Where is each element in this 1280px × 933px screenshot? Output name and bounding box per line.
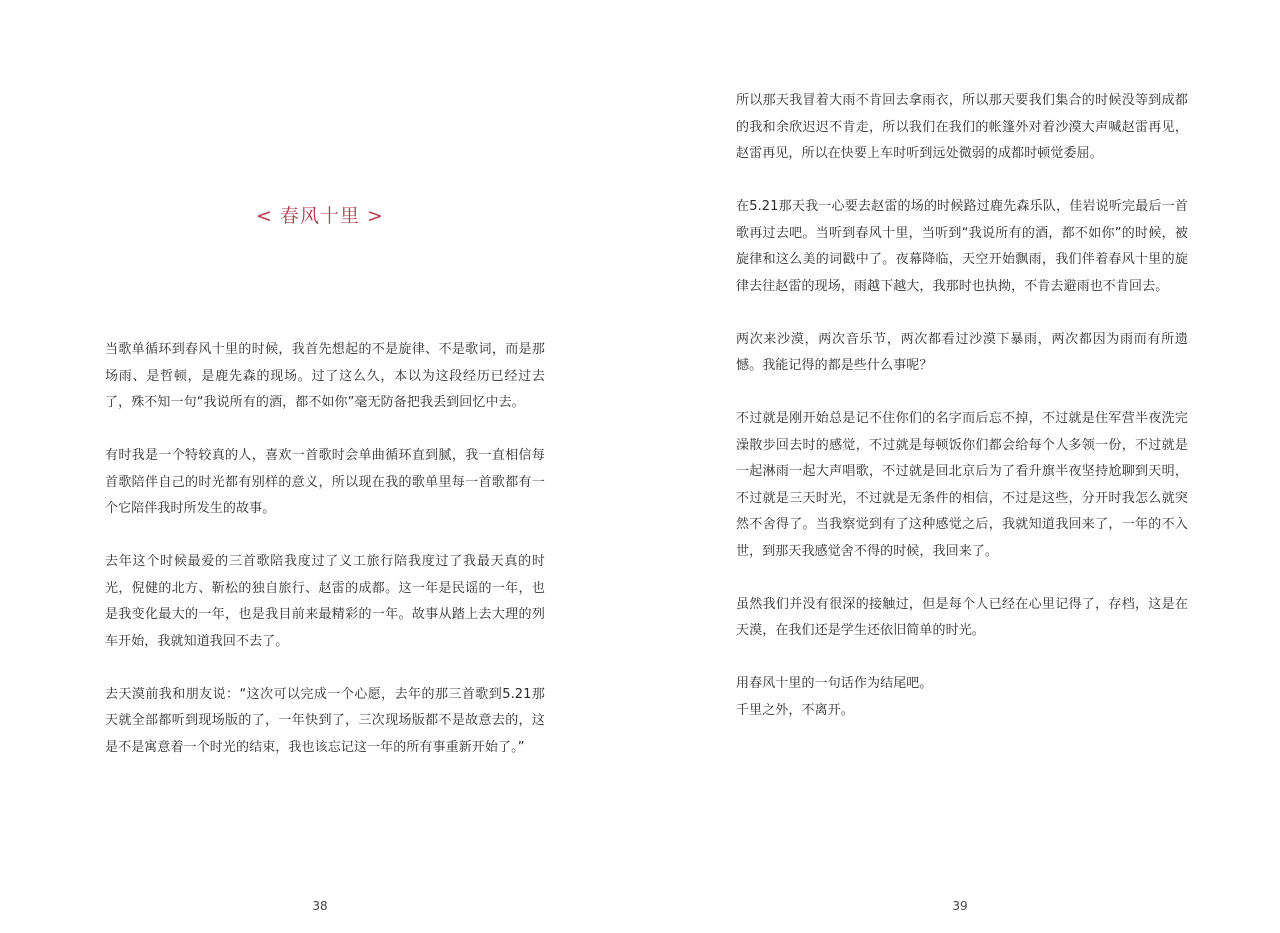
paragraph: 在5.21那天我一心要去赵雷的场的时候路过鹿先森乐队，佳岩说听完最后一首歌再过去吧。当听到春风十里，当听到“我说所有的酒，都不如你”的时候，被旋律和这么美的词戳中了。夜幕降临，天空开始飘雨，我们伴着春风十里的旋律去往赵雷的现场，雨越下越大，我那时也执拗，不肯去避雨也不肯回去。: [736, 199, 1188, 294]
right-page: [640, 0, 1280, 933]
chapter-title: < 春风十里 >: [256, 205, 384, 227]
paragraph: 不过就是刚开始总是记不住你们的名字而后忘不掉，不过就是住军营半夜洗完澡散步回去时的感觉，不过就是每顿饭你们都会给每个人多领一份，不过就是一起淋雨一起大声唱歌，不过就是回北京后为了看升旗半夜坚持尬聊到天明，不过就是三天时光，不过就是无条件的相信，不过是这些，分开时我怎么就突然不舍得了。当我察觉到有了这种感觉之后，我就知道我回来了，一年的不入世，到那天我感觉舍不得的时候，我回来了。: [736, 411, 1188, 559]
paragraph: 所以那天我冒着大雨不肯回去拿雨衣，所以那天要我们集合的时候没等到成都的我和余欣迟迟不肯走，所以我们在我们的帐篷外对着沙漠大声喊赵雷再见，赵雷再见，所以在快要上车时听到远处微弱的成都时顿觉委屈。: [736, 93, 1188, 161]
left-body-text: [105, 337, 545, 788]
page-number-right: 39: [952, 899, 968, 913]
paragraph: 当歌单循环到春风十里的时候，我首先想起的不是旋律、不是歌词，而是那场雨、是哲顿，是鹿先森的现场。过了这么久，本以为这段经历已经过去了，殊不知一句“我说所有的酒，都不如你”毫无防备把我丢到回忆中去。: [105, 342, 545, 410]
paragraph: 两次来沙漠，两次音乐节，两次都看过沙漠下暴雨，两次都因为雨而有所遗憾。我能记得的都是些什么事呢？: [736, 331, 1188, 373]
page-number-left: 38: [312, 899, 328, 913]
paragraph: 去年这个时候最爱的三首歌陪我度过了义工旅行陪我度过了我最天真的时光，倪健的北方、靳松的独自旅行、赵雷的成都。这一年是民谣的一年，也是我变化最大的一年，也是我目前来最精彩的一年。故事从踏上去大理的列车开始，我就知道我回不去了。: [105, 554, 545, 649]
paragraph: 去天漠前我和朋友说：“这次可以完成一个心愿，去年的那三首歌到5.21那天就全部都听到现场版的了，一年快到了，三次现场版都不是故意去的，这是不是寓意着一个时光的结束，我也该忘记这一年的所有事重新开始了。”: [105, 686, 545, 755]
paragraph: 有时我是一个特较真的人，喜欢一首歌时会单曲循环直到腻，我一直相信每首歌陪伴自己的时光都有别样的意义，所以现在我的歌单里每一首歌都有一个它陪伴我时所发生的故事。: [105, 448, 545, 516]
paragraph: 虽然我们并没有很深的接触过，但是每个人已经在心里记得了，存档，这是在天漠，在我们还是学生还依旧简单的时光。: [736, 596, 1188, 638]
right-body-text: [736, 88, 1188, 724]
closing-quote: 千里之外，不离开。: [736, 702, 854, 718]
closing-line: 用春风十里的一句话作为结尾吧。: [736, 676, 933, 691]
